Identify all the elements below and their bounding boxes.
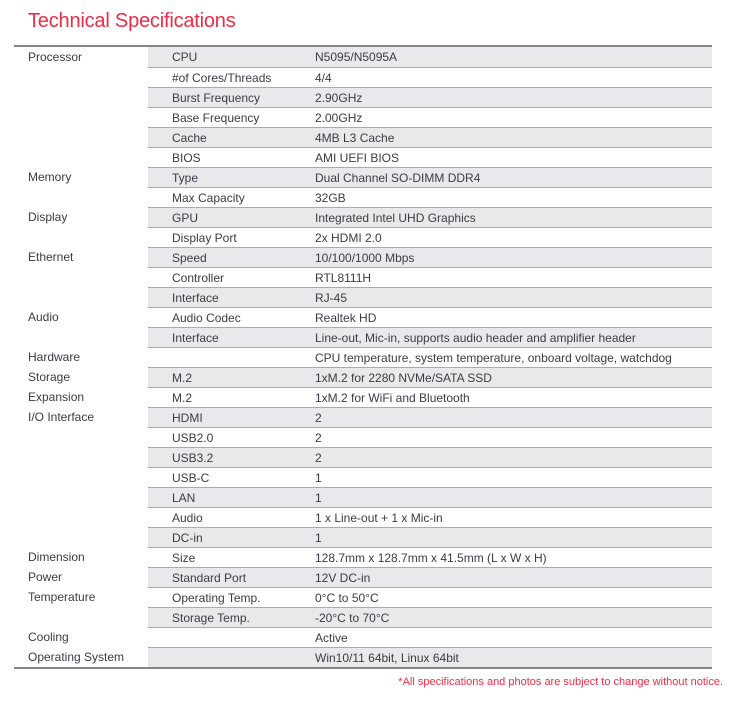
attribute-cell: USB3.2 xyxy=(172,450,214,465)
attribute-cell: #of Cores/Threads xyxy=(172,70,272,85)
value-cell: 2.90GHz xyxy=(315,90,363,105)
table-row xyxy=(14,547,712,567)
category-cell: I/O Interface xyxy=(14,407,148,427)
category-cell: Operating System xyxy=(14,647,148,667)
category-cell xyxy=(14,287,148,307)
attribute-cell: GPU xyxy=(172,210,199,225)
value-cell: Integrated Intel UHD Graphics xyxy=(315,210,476,225)
value-cell: RTL8111H xyxy=(315,270,372,285)
value-cell: 12V DC-in xyxy=(315,570,371,585)
category-cell xyxy=(14,487,148,507)
attribute-cell: Interface xyxy=(172,330,219,345)
value-cell: 4/4 xyxy=(315,70,332,85)
row-body xyxy=(148,47,712,67)
value-cell: 1 xyxy=(315,530,322,545)
row-body xyxy=(148,427,712,447)
category-cell: Display xyxy=(14,207,148,227)
table-row xyxy=(14,587,712,607)
value-cell: 2.00GHz xyxy=(315,110,363,125)
table-row xyxy=(14,247,712,267)
value-cell: AMI UEFI BIOS xyxy=(315,150,400,165)
table-row xyxy=(14,147,712,167)
row-body xyxy=(148,147,712,167)
row-body xyxy=(148,107,712,127)
category-cell xyxy=(14,127,148,147)
attribute-cell: Audio Codec xyxy=(172,310,241,325)
category-cell xyxy=(14,227,148,247)
value-cell: 1xM.2 for 2280 NVMe/SATA SSD xyxy=(315,370,492,385)
value-cell: 2x HDMI 2.0 xyxy=(315,230,382,245)
table-row xyxy=(14,607,712,627)
table-row xyxy=(14,227,712,247)
table-row xyxy=(14,467,712,487)
row-body xyxy=(148,307,712,327)
table-row xyxy=(14,47,712,67)
table-row xyxy=(14,347,712,367)
category-cell: Audio xyxy=(14,307,148,327)
table-row xyxy=(14,427,712,447)
attribute-cell: Audio xyxy=(172,510,203,525)
category-cell xyxy=(14,87,148,107)
category-cell xyxy=(14,67,148,87)
table-row xyxy=(14,407,712,427)
value-cell: Realtek HD xyxy=(315,310,377,325)
attribute-cell: Controller xyxy=(172,270,225,285)
row-body xyxy=(148,567,712,587)
category-cell xyxy=(14,527,148,547)
attribute-cell: Cache xyxy=(172,130,207,145)
attribute-cell: LAN xyxy=(172,490,196,505)
category-cell: Processor xyxy=(14,47,148,67)
category-cell: Temperature xyxy=(14,587,148,607)
value-cell: RJ-45 xyxy=(315,290,348,305)
row-body xyxy=(148,447,712,467)
value-cell: 10/100/1000 Mbps xyxy=(315,250,415,265)
value-cell: 32GB xyxy=(315,190,346,205)
attribute-cell: Speed xyxy=(172,250,207,265)
table-row xyxy=(14,627,712,647)
attribute-cell: Size xyxy=(172,550,196,565)
category-cell: Cooling xyxy=(14,627,148,647)
row-body xyxy=(148,547,712,567)
attribute-cell: M.2 xyxy=(172,390,193,405)
table-row xyxy=(14,107,712,127)
footnote: *All specifications and photos are subject to change without notice. xyxy=(398,676,723,688)
attribute-cell: Base Frequency xyxy=(172,110,260,125)
attribute-cell: Standard Port xyxy=(172,570,247,585)
attribute-cell: Operating Temp. xyxy=(172,590,261,605)
spec-table xyxy=(14,45,712,669)
page-title: Technical Specifications xyxy=(28,10,236,32)
row-body xyxy=(148,627,712,647)
category-cell xyxy=(14,327,148,347)
row-body xyxy=(148,527,712,547)
category-cell xyxy=(14,187,148,207)
attribute-cell: Type xyxy=(172,170,199,185)
row-body xyxy=(148,267,712,287)
table-row xyxy=(14,487,712,507)
value-cell: CPU temperature, system temperature, onboard voltage, watchdog xyxy=(315,350,672,365)
row-body xyxy=(148,487,712,507)
value-cell: 128.7mm x 128.7mm x 41.5mm (L x W x H) xyxy=(315,550,547,565)
row-body xyxy=(148,167,712,187)
category-cell: Storage xyxy=(14,367,148,387)
category-cell xyxy=(14,507,148,527)
row-body xyxy=(148,327,712,347)
category-cell: Ethernet xyxy=(14,247,148,267)
value-cell: Active xyxy=(315,630,348,645)
category-cell: Power xyxy=(14,567,148,587)
category-cell xyxy=(14,147,148,167)
category-cell: Dimension xyxy=(14,547,148,567)
value-cell: 1 xyxy=(315,490,322,505)
category-cell xyxy=(14,467,148,487)
value-cell: 1 xyxy=(315,470,322,485)
table-row xyxy=(14,207,712,227)
table-row xyxy=(14,387,712,407)
category-cell xyxy=(14,267,148,287)
category-cell: Expansion xyxy=(14,387,148,407)
table-row xyxy=(14,287,712,307)
category-cell xyxy=(14,447,148,467)
value-cell: -20°C to 70°C xyxy=(315,610,390,625)
row-body xyxy=(148,87,712,107)
category-cell xyxy=(14,107,148,127)
table-row xyxy=(14,267,712,287)
row-body xyxy=(148,607,712,627)
table-row xyxy=(14,527,712,547)
row-body xyxy=(148,647,712,667)
row-body xyxy=(148,587,712,607)
table-row xyxy=(14,187,712,207)
value-cell: 1 x Line-out + 1 x Mic-in xyxy=(315,510,443,525)
attribute-cell: Interface xyxy=(172,290,219,305)
table-row xyxy=(14,507,712,527)
attribute-cell: Burst Frequency xyxy=(172,90,261,105)
attribute-cell: BIOS xyxy=(172,150,201,165)
attribute-cell: HDMI xyxy=(172,410,203,425)
attribute-cell: M.2 xyxy=(172,370,193,385)
row-body xyxy=(148,367,712,387)
value-cell: 1xM.2 for WiFi and Bluetooth xyxy=(315,390,470,405)
value-cell: 2 xyxy=(315,430,322,445)
category-cell xyxy=(14,427,148,447)
value-cell: 0°C to 50°C xyxy=(315,590,379,605)
attribute-cell: DC-in xyxy=(172,530,203,545)
table-row xyxy=(14,167,712,187)
row-body xyxy=(148,247,712,267)
table-row xyxy=(14,87,712,107)
table-row xyxy=(14,67,712,87)
row-body xyxy=(148,407,712,427)
value-cell: 2 xyxy=(315,450,322,465)
attribute-cell: Max Capacity xyxy=(172,190,245,205)
table-row xyxy=(14,447,712,467)
row-body xyxy=(148,127,712,147)
value-cell: Line-out, Mic-in, supports audio header and amplifier header xyxy=(315,330,636,345)
row-body xyxy=(148,227,712,247)
table-row xyxy=(14,647,712,667)
category-cell: Hardware xyxy=(14,347,148,367)
row-body xyxy=(148,347,712,367)
table-row xyxy=(14,127,712,147)
row-body xyxy=(148,187,712,207)
table-row xyxy=(14,367,712,387)
value-cell: 2 xyxy=(315,410,322,425)
value-cell: Dual Channel SO-DIMM DDR4 xyxy=(315,170,481,185)
row-body xyxy=(148,467,712,487)
attribute-cell: Display Port xyxy=(172,230,237,245)
attribute-cell: USB2.0 xyxy=(172,430,214,445)
row-body xyxy=(148,287,712,307)
table-row xyxy=(14,307,712,327)
category-cell xyxy=(14,607,148,627)
attribute-cell: CPU xyxy=(172,50,198,64)
table-row xyxy=(14,327,712,347)
row-body xyxy=(148,67,712,87)
table-row xyxy=(14,567,712,587)
attribute-cell: Storage Temp. xyxy=(172,610,250,625)
value-cell: Win10/11 64bit, Linux 64bit xyxy=(315,650,459,665)
row-body xyxy=(148,387,712,407)
attribute-cell: USB-C xyxy=(172,470,210,485)
category-cell: Memory xyxy=(14,167,148,187)
row-body xyxy=(148,507,712,527)
value-cell: N5095/N5095A xyxy=(315,50,398,64)
row-body xyxy=(148,207,712,227)
value-cell: 4MB L3 Cache xyxy=(315,130,395,145)
